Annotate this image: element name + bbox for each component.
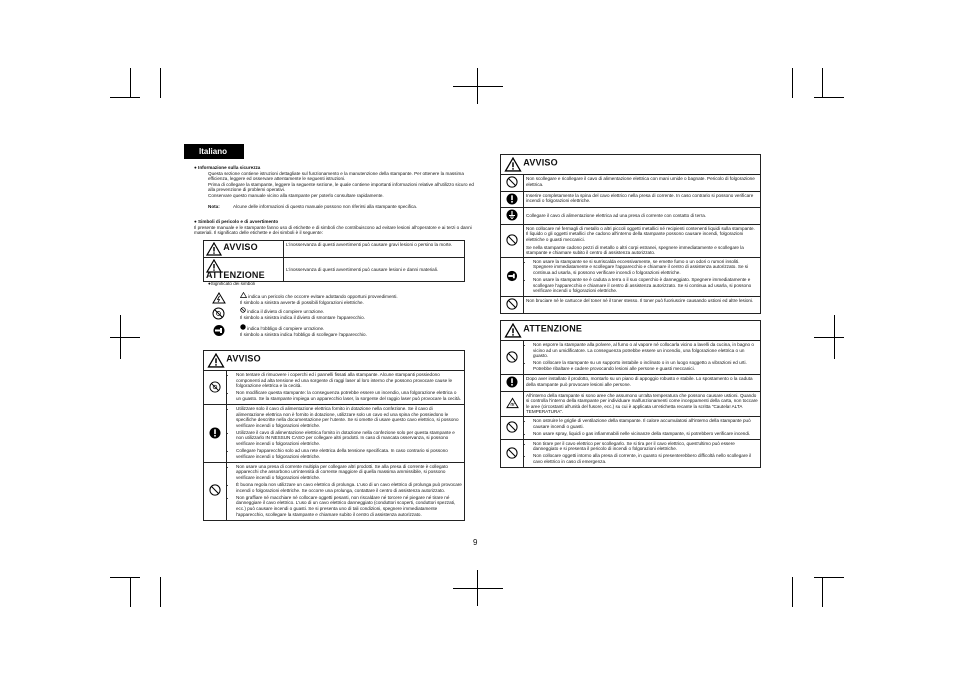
caution-item: • Non esporre la stampante alla polvere, al fumo o al vapore né collocarla vicino a lavelli da cucina, in bagno o vicino ad un umidificatore. La conseguenza potrebbe essere un incendio, una folgorazione elettrica o un guasto. [533, 342, 758, 359]
small-warning-icon [240, 292, 247, 298]
meaning-line: indica il divieto di compiere un'azione. [247, 309, 325, 314]
intro-paragraph: Questa sezione contiene istruzioni dettagliate sul funzionamento e la manutenzione della stampante. Per ottenere la massima efficienza, leggere ed osservare attentamente le seguenti istruzioni. [208, 170, 464, 182]
caution-text: All'interno della stampante si sono aree che assumono un'alta temperatura che possono causare ustioni. Quando si controlla l'interno della stampante per individuare malfunzionamenti come inceppamenti della carta, non toccare le aree (circostanti all'unità del fusore, ecc.) su cui è applicata un'etichetta recante la scritta "Cautela! ALTA TEMPERATURA". [524, 391, 761, 416]
mandatory-icon [506, 193, 518, 205]
caution-item: • Non collocare oggetti intorno alla presa di corrente, in quanto si presenterebbero difficoltà nello scollegare il cavo elettrico in caso di emergenza. [533, 453, 758, 464]
mandatory-icon [209, 427, 221, 439]
caution-triangle-icon [504, 323, 522, 338]
small-mandatory-icon [240, 324, 246, 330]
mandatory-icon [506, 376, 518, 388]
language-tab: Italiano [184, 144, 244, 159]
warning-text: Non bruciare né le cartucce del toner né il toner stesso. Il toner può fuoriuscire causando ustioni ed altre lesioni. [524, 297, 761, 314]
caution-item: • Non usare spray, liquidi o gas infiammabili nelle vicinanze della stampante, si potrebbero verificare incendi. [533, 431, 758, 437]
warning-text: Non scollegare e ricollegare il cavo di alimentazione elettrica con mani umide o bagnate. Pericolo di folgorazione elettrica. [524, 175, 761, 192]
warning-item: • Non tentare di rimuovere i coperchi ed i pannelli fissati alla stampante. Alcune stampanti possiedono componenti ad alta tensione ed una sorgente di raggi laser al loro interno che possono provocare cause le folgorazione elettrica e la cecità. [236, 372, 462, 389]
attenzione-title: ATTENZIONE [523, 323, 583, 334]
safety-info-section [194, 165, 476, 209]
prohibited-icon [506, 351, 518, 363]
warning-text: Non collocare né fermagli di metallo o altri piccoli oggetti metallici né recipienti contenenti liquidi sulla stampante. Il liquido o gli oggetti metallici che cadono all'interno della stampante possono causare incendi, folgorazioni elettriche o guasti meccanici. [526, 225, 755, 242]
legend-attenzione [204, 258, 284, 282]
small-prohibited-icon [240, 307, 246, 313]
note-label: Nota: [208, 203, 220, 209]
prohibited-icon [506, 421, 518, 433]
meaning-line: Il simbolo a sinistra indica il divieto di smontare l'apparecchio. [240, 314, 365, 320]
attenzione-header [501, 321, 761, 341]
no-disassemble-icon [212, 307, 225, 320]
legend-table [203, 240, 465, 282]
meaning-item [212, 292, 472, 305]
intro-paragraph: Conservare questo manuale vicino alla stampante per poterlo consultare rapidamente. [208, 192, 384, 198]
avviso-table-left [203, 350, 465, 521]
caution-text: Dopo aver installato il prodotto, montarlo su un piano di appoggio robusto e stabile. Lo spostamento o la caduta della stampante può provocare lesioni alle persone. [524, 374, 761, 391]
warning-text: Se nella stampante cadono pezzi di metallo o altri corpi estranei, spegnere immediatamente e scollegare la stampante e chiamare subito il centro di assistenza autorizzato. [526, 244, 744, 256]
meaning-line: Il simbolo a sinistra avverte di possibili folgorazioni elettriche. [240, 299, 364, 305]
warning-item: • Utilizzare solo il cavo di alimentazione elettrica fornito in dotazione nella confezione. Se il cavo di alimentazione elettrica non è fornito in dotazione, utilizzare solo un cavo ed una spina che possiedono le specifiche descritte nella documentazione per l'utente. Se si omette di usare questo cavo elettrico, si possono verificare incendi o folgorazioni elettriche. [236, 406, 462, 428]
no-burning-icon [506, 298, 518, 310]
symbols-section [194, 219, 476, 236]
no-wet-hands-icon [506, 176, 518, 188]
meaning-item [212, 324, 472, 337]
no-disassemble-icon [209, 381, 221, 393]
caution-item: • Non collocare la stampante su un supporto instabile o inclinato o in un luogo soggetto a vibrazioni ed urti. Potrebbe ribaltare e cadere provocando lesioni alle persone e guasti meccanici. [533, 360, 758, 371]
prohibited-icon [209, 484, 221, 496]
warning-item: • Non usare la stampante se è caduta a terra o il suo coperchio è danneggiato. Spegnere immediatamente e scollegare l'apparecchio e chiamare il centro di assistenza autorizzato. Se si continua ad usarla, si possono verificare incendi o folgorazioni elettriche. [533, 277, 758, 294]
symbols-text: Il presente manuale e le stampante fanno uso di etichette e di simboli che contribuiscono ad evitare lesioni all'operatore e ai terzi o danni materiali. Il significato delle etichette e dei simboli è il seguente: [194, 224, 472, 236]
warning-triangle-icon [504, 157, 522, 172]
warning-text: Collegare il cavo di alimentazione elettrica ad una presa di corrente con contatto di terra. [524, 208, 761, 225]
avviso-title: AVVISO [523, 157, 558, 168]
prohibited-icon [506, 447, 518, 459]
warning-triangle-icon [206, 242, 222, 256]
warning-text: Inserire completamente la spina del cavo elettrico nella presa di corrente. In caso contrario si possono verificare incendi o folgorazioni elettriche. [524, 191, 761, 208]
avviso-header [501, 155, 761, 175]
legend-label: AVVISO [223, 242, 258, 253]
avviso-header [204, 351, 465, 371]
prohibited-icon [506, 234, 518, 246]
warning-item: • Non usare la stampante se si surriscalda eccessivamente, se emette fumo o un odori o rumori insoliti. Spegnere immediatamente e scollegare l'apparecchio e chiamare il centro di assistenza autorizzato. Se si continua ad usarla, si possono verificare incendi o folgorazioni elettriche. [533, 259, 758, 276]
page-number: 9 [473, 538, 478, 547]
avviso-title: AVVISO [226, 353, 261, 364]
intro-paragraph: Prima di collegare la stampante, leggere la seguente sezione, le quale contiene importanti informazioni relative all'utilizzo sicuro ed alla prevenzione di problemi operativi. [208, 181, 474, 193]
row-icon-cell [204, 371, 227, 405]
caution-item: • Non ostruire le griglie di ventilazione della stampante. Il calore accumulatosi all'interno della stampante può causare incendi o guasti. [533, 418, 758, 429]
legend-desc: L'inosservanza di questi avvertimenti può causare gravi lesioni o persino la morte. [284, 241, 465, 258]
meaning-item [212, 307, 472, 320]
ground-icon [506, 209, 518, 221]
meaning-line: indica l'obbligo di compiere un'azione. [247, 326, 325, 331]
legend-desc: L'inosservanza di questi avvertimenti può causare lesioni e danni materiali. [284, 258, 465, 282]
avviso-table-right [500, 154, 761, 314]
safety-info-heading: ● Informazione sulla sicurezza [194, 165, 261, 170]
warning-item: • Utilizzare il cavo di alimentazione elettrica fornito in dotazione nella confezione solo per questa stampante e non utilizzarlo IN NESSUN CASO per collegare altri prodotti. In caso di mancata osservanza, si possono verificare incendi o folgorazioni elettriche. [236, 430, 462, 447]
meaning-line: Il simbolo a sinistra indica l'obbligo di scollegare l'apparecchio. [240, 331, 367, 337]
caution-item: • Non tirare per il cavo elettrico per scollegarlo. Se si tira per il cavo elettrico, quest'ultimo può essere danneggiato e si presenta il pericolo di incendi o folgorazioni elettriche. [533, 441, 758, 452]
symbols-heading: ● Simboli di pericolo e di avvertimento [194, 219, 279, 224]
warning-item: • È buona regola non utilizzare un cavo elettrico di prolunga. L'uso di un cavo elettrico di prolunga può provocare incendi o folgorazioni elettriche. Se occorre una prolunga, contattare il centro di assistenza autorizzato. [236, 482, 462, 493]
meaning-line: indica un pericolo che occorre evitare adottando opportuni provvedimenti. [248, 294, 398, 299]
electric-shock-icon [212, 292, 226, 304]
legend-label: ATTENZIONE [206, 270, 265, 280]
warning-item: • Non modificare questa stampante: la conseguenza potrebbe essere un incendio, una folgorazione elettrica o un guasto. Se la stampante impiega un apparecchio laser, la sorgente del raggio laser può provocare la cecità. [236, 390, 462, 401]
warning-item: • Collegare l'apparecchio solo ad una rete elettrica della tensione specificata. In caso contrario si possono verificare incendi o folgorazioni elettriche. [236, 448, 462, 459]
hot-surface-icon [506, 397, 519, 409]
unplug-icon [505, 270, 519, 282]
warning-item: • Non usare una presa di corrente multipla per collegare altri prodotti. Se alla presa di corrente è collegato apparecchi che assorbono un'intensità di corrente maggiore di quella massima ammissibile, si possono verificare incendi o folgorazioni elettriche. [236, 464, 462, 481]
unplug-icon [212, 324, 226, 337]
legend-avviso [204, 241, 284, 258]
meaning-heading: ●Significato dei simboli [208, 281, 255, 286]
warning-item: • Non graffiare né macchiare né collocare oggetti pesanti, non riscaldare né torcere né piegare né tirare né danneggiare il cavo elettrico. L'uso di un cavo elettrico danneggiato (conduttori scoperti, conduttori spezzati, ecc.) può causare incendi o guasti. Se si presenta uno di tali condizioni, spegnere immediatamente l'apparecchio, scollegare la stampante e chiamare subito il centro di assistenza autorizzato. [236, 495, 462, 517]
warning-triangle-icon [207, 353, 225, 368]
attenzione-table [500, 320, 761, 468]
note-text: Alcune delle informazioni di questo manuale possono non riferirsi alla stampante specifica. [233, 203, 418, 209]
